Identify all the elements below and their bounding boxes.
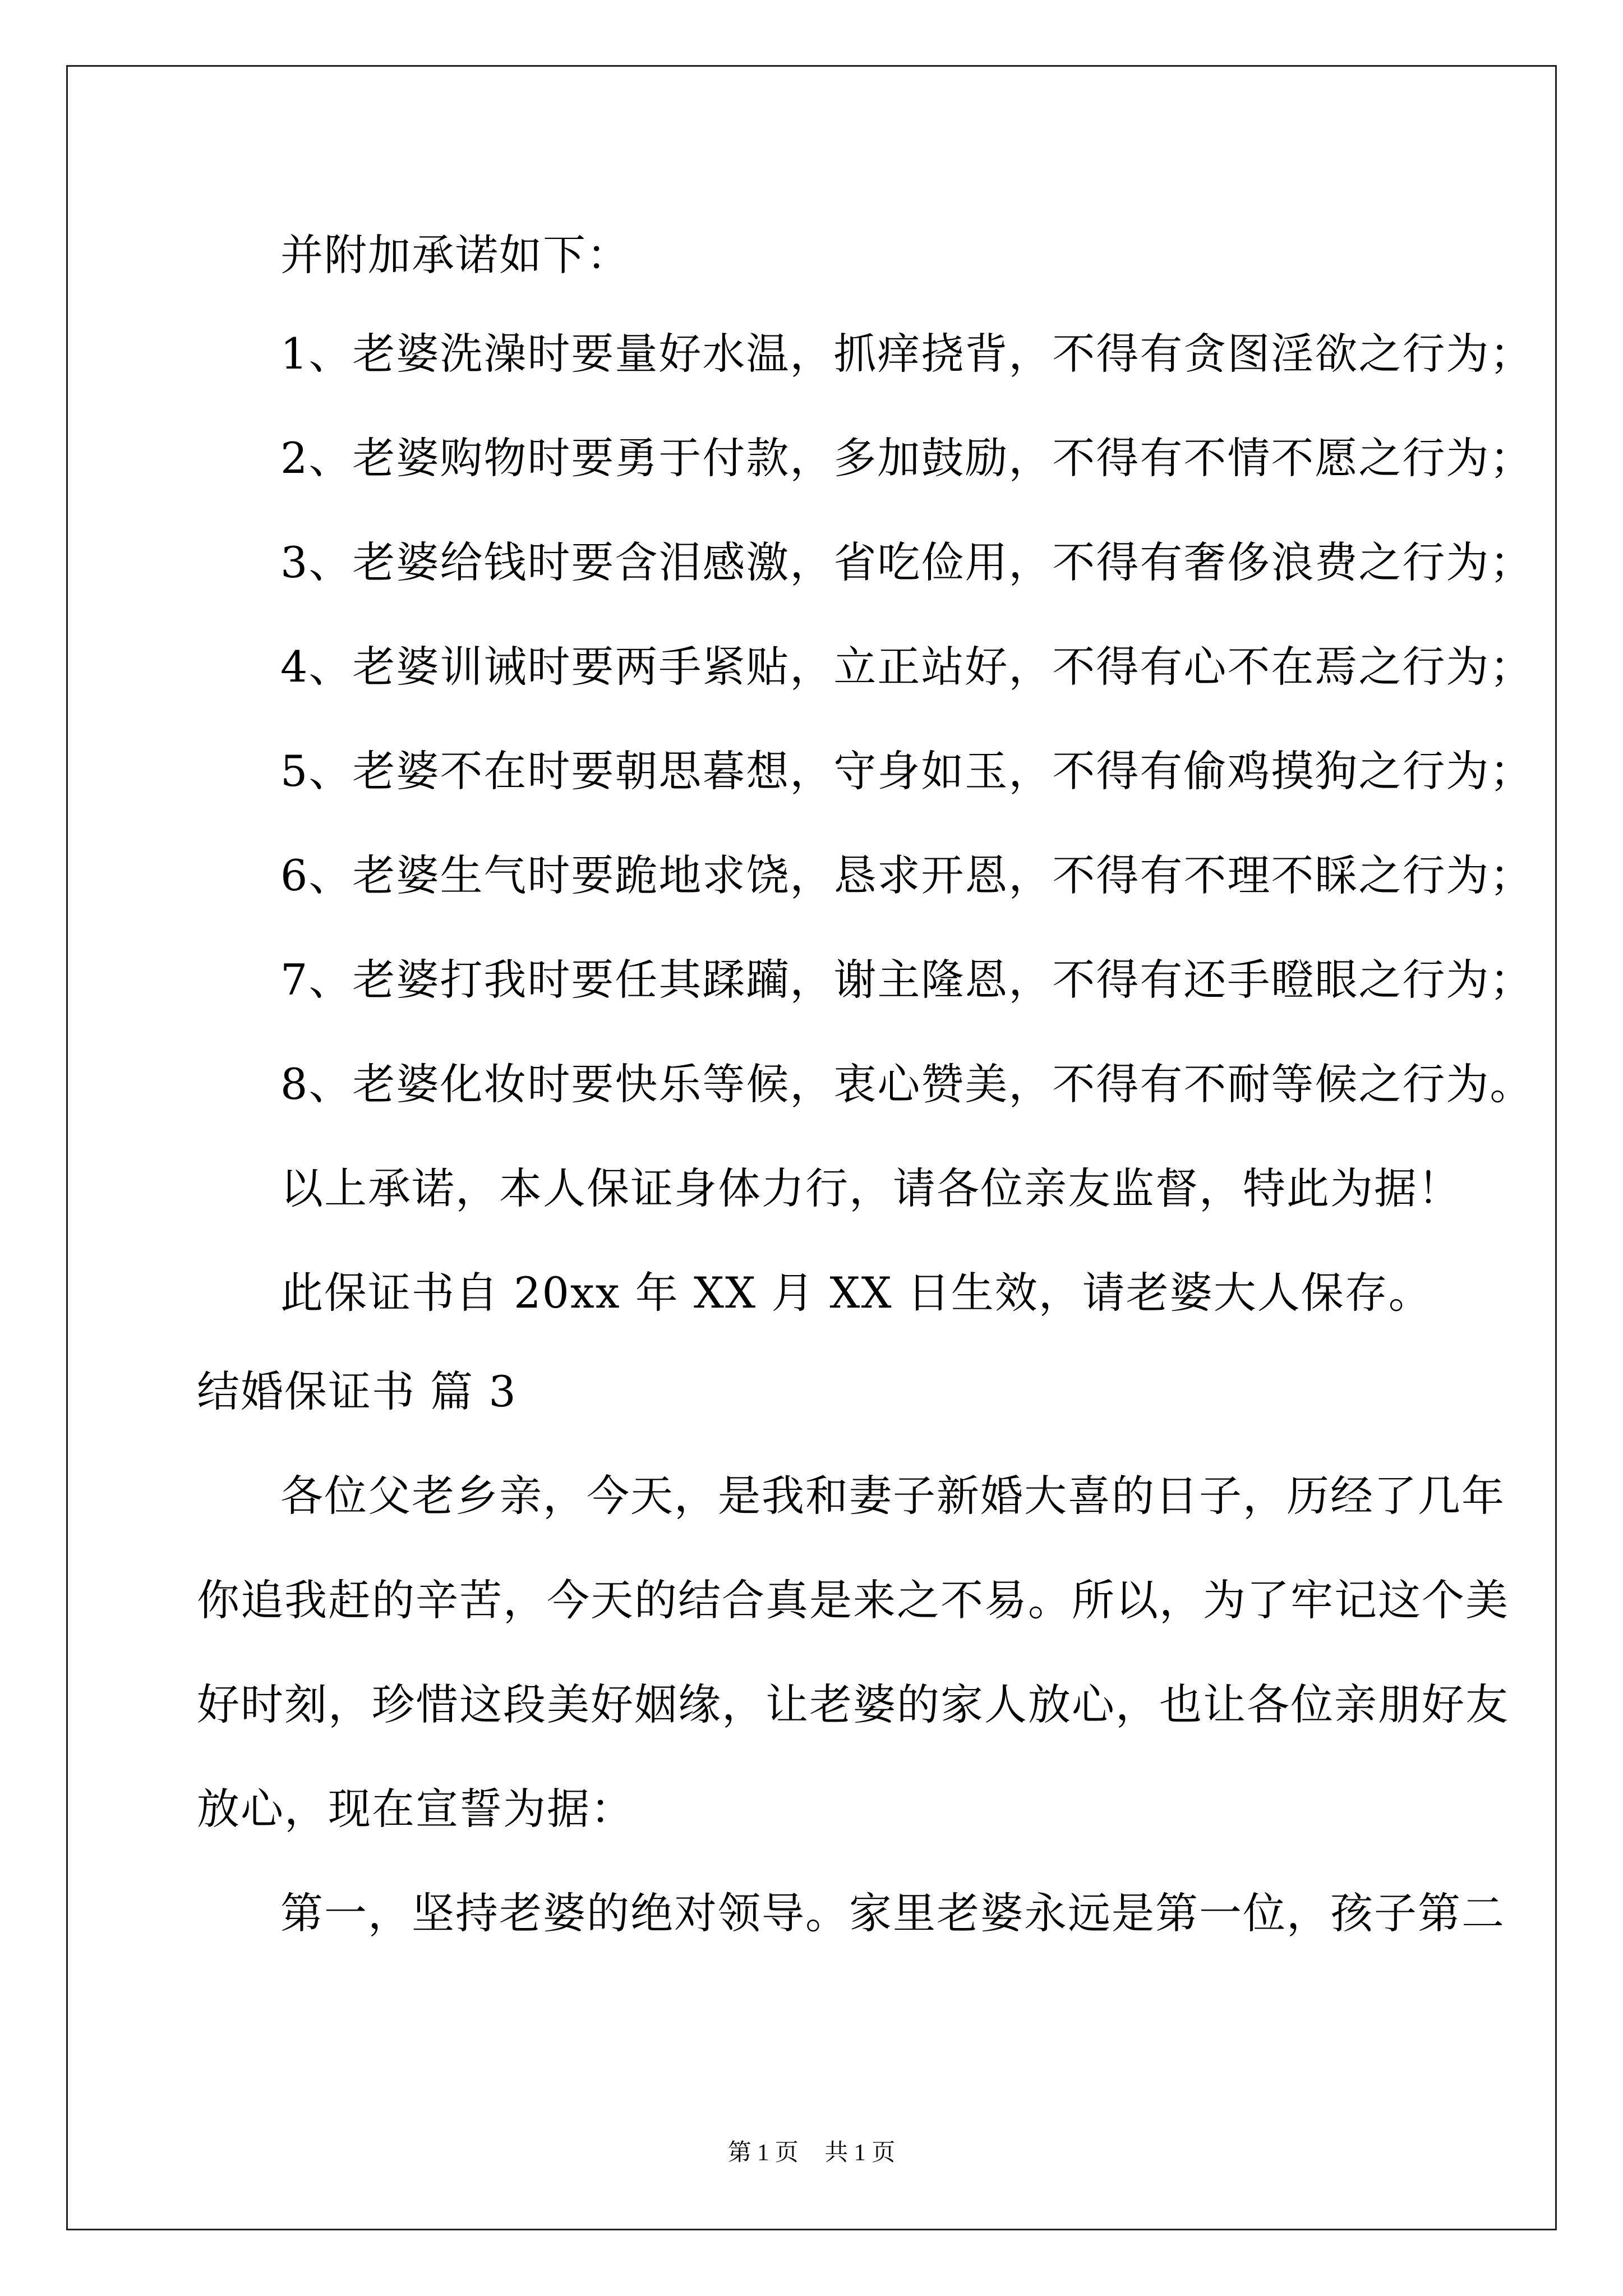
closing-statement: 以上承诺，本人保证身体力行，请各位亲友监督，特此为据！ — [280, 1163, 1461, 1213]
paragraph-line: 你追我赶的辛苦，今天的结合真是来之不易。所以，为了牢记这个美 — [197, 1575, 1509, 1625]
commitment-8: 8、老婆化妆时要快乐等候，衷心赞美，不得有不耐等候之行为。 — [280, 1059, 1534, 1109]
section-heading: 结婚保证书 篇 3 — [197, 1366, 517, 1416]
paragraph-line: 放心，现在宣誓为据： — [197, 1784, 634, 1834]
intro-line: 并附加承诺如下： — [280, 230, 630, 280]
page-number: 第 1 页 — [727, 2140, 799, 2166]
commitment-1: 1、老婆洗澡时要量好水温，抓痒挠背，不得有贪图淫欲之行为； — [280, 329, 1534, 379]
paragraph-line: 各位父老乡亲，今天，是我和妻子新婚大喜的日子，历经了几年 — [280, 1471, 1505, 1521]
effective-date-line: 此保证书自 20xx 年 XX 月 XX 日生效，请老婆大人保存。 — [280, 1268, 1432, 1318]
commitment-5: 5、老婆不在时要朝思暮想，守身如玉，不得有偷鸡摸狗之行为； — [280, 746, 1534, 796]
commitment-6: 6、老婆生气时要跪地求饶，恳求开恩，不得有不理不睬之行为； — [280, 850, 1534, 900]
page-total: 共 1 页 — [824, 2140, 896, 2166]
page-footer — [0, 2136, 1623, 2170]
commitment-3: 3、老婆给钱时要含泪感激，省吃俭用，不得有奢侈浪费之行为； — [280, 537, 1534, 587]
commitment-2: 2、老婆购物时要勇于付款，多加鼓励，不得有不情不愿之行为； — [280, 433, 1534, 483]
paragraph-line: 好时刻，珍惜这段美好姻缘，让老婆的家人放心，也让各位亲朋好友 — [197, 1680, 1509, 1729]
commitment-4: 4、老婆训诫时要两手紧贴，立正站好，不得有心不在焉之行为； — [280, 642, 1534, 692]
commitment-7: 7、老婆打我时要任其蹂躏，谢主隆恩，不得有还手瞪眼之行为； — [280, 955, 1534, 1005]
last-line: 第一，坚持老婆的绝对领导。家里老婆永远是第一位，孩子第二 — [280, 1888, 1505, 1938]
